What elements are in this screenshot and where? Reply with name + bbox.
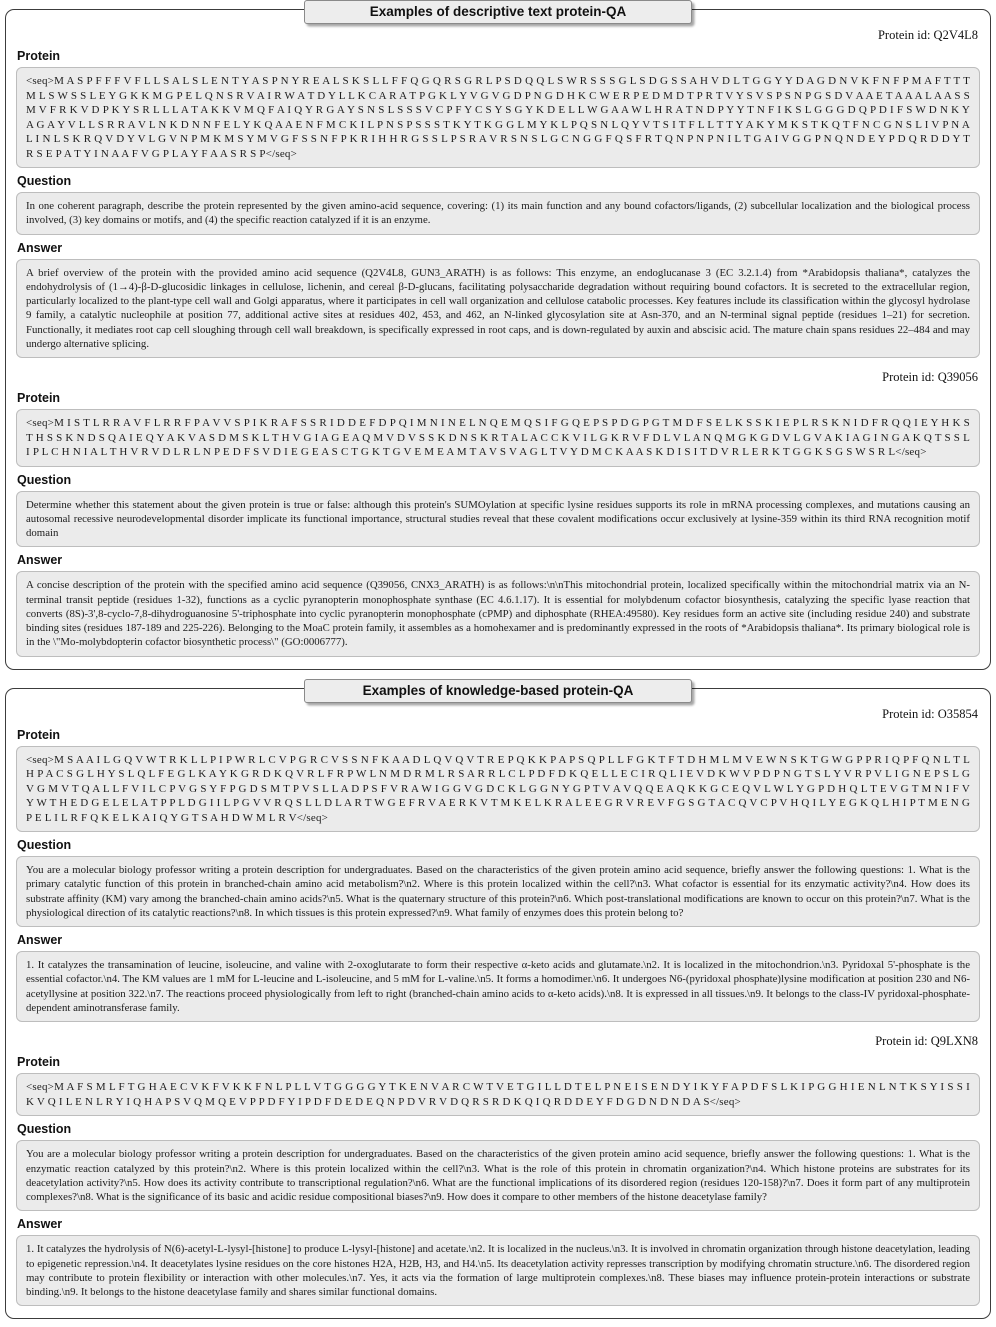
panel-title-prefix: Examples of: [369, 4, 453, 19]
section-header-protein: Protein: [17, 49, 61, 63]
section-header-question: Question: [17, 838, 72, 853]
question-box: Determine whether this statement about the given protein is true or false: although this protein's SUMOylation at specific lysine residues supports its role in mRNA processing complexes, and mutations causing an autosomal recessive neurodevelopmental disorder implicate its functional importance, structural studies reveal that these covalent modifications occur exclusively at lysine-359 within its third RNA recognition motif domain: [16, 491, 980, 548]
protein-id: [18, 28, 978, 43]
section-header-answer: Answer: [17, 1217, 63, 1232]
section-header-question: Question: [17, 472, 72, 487]
answer-box: A brief overview of the protein with the provided amino acid sequence (Q2V4L8, GUN3_ARATH) is as follows: This enzyme, an endoglucanase 3 (EC 3.2.1.4) from *Arabidopsis thaliana*, catalyzes the endohydrolysis of (1→4)-β-D-glucosidic linkages in cellulose, lichenin, and cereal β-D-glucans, facilitating polysaccharide degradation without requiring bound cofactors. It is secreted to the extracellular region, particularly localized to the plant-type cell wall and Golgi apparatus, where it participates in cell wall organization and cellulose catabolic processes. Key features include its classification within the glycosyl hydrolase 9 family, a catalytic nucleophile at position 77, additional active sites at residues 402, 453, and 462, an N-linked glycosylation site at Asn-370, and an N-terminal signal peptide (residues 1–21) for secretion. Functionally, it mediates root cap cell sloughing through cell wall breakdown, is specifically expressed in root caps, and is down-regulated by auxin and abscisic acid. The mature chain spans residues 22–484 and may undergo alternative splicing.: [16, 259, 980, 359]
answer-box: A concise description of the protein with the specified amino acid sequence (Q39056, CNX3_ARATH) is as follows:\n\nThis mitochondrial protein, localized specifically within the mitochondrial matrix via an N-terminal transit peptide (residues 1-32), functions as a cyclic pyranopterin monophosphate synthase (EC 4.6.1.17). It is essential for molybdenum cofactor biosynthesis, catalyzing the specific lyase reaction that converts (8S)-3',8-cyclo-7,8-dihydroguanosine 5'-triphosphate into cyclic pyranopterin monophosphate (cPMP) and diphosphate (RHEA:49580). Key residues form an active site (including residue 240) and substrate binding sites (residues 187-189 and 225-226). Belonging to the MoaC protein family, it assembles as a homohexamer and is predominantly expressed in the roots of *Arabidopsis thaliana*. Its primary biological role is in the \"Mo-molybdopterin cofactor biosynthetic process\" (GO:0006777).: [16, 571, 980, 656]
protein-sequence-box: <seq>M S A A I L G Q V W T R K L L P I P W R L C V P G R C V S S N F K A A D L Q V Q V T R E P Q K K P A P S Q P L L F G K T F T D H M L M V E W N S K T G W G P P R I Q P F Q N L T L H P A C S G L H Y S L Q L F E G L K A Y K G R D K Q V R L F R P W L N M D R M L R S A R R L C L P D F D K Q E L L E C I R Q L I E V D K W V P D P N G T S L Y V R P V L I G N E P S L G V G M V T Q A L L F V I L C P V G S Y F P G D S M T P V S L L A D P S F V R A W I G G V G D C K L G G N Y G P T V A V Q Q E A Q K K G C E Q V L W L Y G P D H Q L T E V G T M N I F V Y W T H E D G E L E L A T P P L D G I I L P G V V R Q S L L D L A R T W G E F R V A E R K V T M K E L K R A L E E G R V R E V F G S G T A C Q V C P V H Q I L Y E G K Q L H I P T M E N G P E L I L R F Q K E L K A I Q Y G T S A H D W M L R V</seq>: [16, 746, 980, 833]
protein-id-value: O35854: [937, 706, 978, 721]
section-header-answer: Answer: [17, 553, 63, 568]
section-header-protein: Protein: [17, 727, 61, 742]
panel-title-main: descriptive text protein-QA: [452, 4, 627, 19]
panel-descriptive-qa: [5, 4, 991, 670]
question-box: You are a molecular biology professor writing a protein description for undergraduates. Based on the characteristics of the given protein amino acid sequence, briefly answer the following questions: 1. What is the primary catalytic function of this protein in branched-chain amino acid metabolism?\n2. Where is this protein localized within the cell?\n3. What cofactor is essential for its enzymatic activity?\n4. How does its substrate affinity (KM) vary among the branched-chain amino acids?\n5. What is the quaternary structure of this protein?\n6. Which post-translational modifications are known to occur on this protein?\n7. What is the physiological direction of its catalytic reactions?\n8. In which tissues is this protein expressed?\n9. What family of enzymes does this protein belong to?: [16, 856, 980, 927]
protein-id-label: Protein id:: [882, 706, 935, 721]
example-o35854: [16, 707, 980, 1023]
question-box: You are a molecular biology professor writing a protein description for undergraduates. Based on the characteristics of the given protein amino acid sequence, briefly answer the following questions: 1. What is the enzymatic reaction catalyzed by this protein?\n2. Where is this protein localized within the cell?\n3. What is the role of this protein in chromatin organization?\n4. Which histone proteins are substrates for its deacetylation activity?\n5. How does its activity contribute to transcriptional regulation?\n6. What are the functional implications of its disordered region (residues 120-158)?\n7. Does it form part of any multiprotein complexes?\n8. What is the significance of its basic and acidic residue compositional biases?\n9. How does it compare to other members of the histone deacetylase family?: [16, 1140, 980, 1211]
protein-sequence-box: <seq>M A S P F F F V F L L S A L S L E N T Y A S P N Y R E A L S K S L L F F Q G Q R S G R L P S D Q Q L S W R S S S G L S D G S S A H V D L T G G Y Y D A G D N V K F N F P M A F T T T M L S W S S L E Y G K K M G P E L Q N S R V A I R W A T D Y L L K C A R A T P G K L Y V G V G D P N G D H K C W E R P E D M D T P R T V Y S V S P S N P G S D V A A E T A A A L A A S S M V F R K V D P K Y S R L L L A T A K K V M Q F A I Q Y R G A Y S N S L S S S V C P F Y C S Y S G Y K D E L L W G A A W L H R A T N D P Y Y T N F I K S L G G G D Q P D I F S W D N K Y A G A Y V L L S R R A V L N K D N N F E L Y K Q A A E N F M C K I L P N S P S S S T K Y T K G G L M Y K L P Q S N L Q Y V T S I T F L L T T Y A K Y M K S T K Q T F N C G N S L I V P N A L I N L S K R Q V D Y V L G V N P M K M S Y M V G F S S N F P K R I H H R G S S L P S R A V R S N S L G C N G G F Q S F R T Q N P N P N I L T G A I V G G P N Q N D E Y P D Q R D D Y T R S E P A T Y I N A A F V G P L A Y F A A S R S P</seq>: [16, 67, 980, 168]
section-header-answer: Answer: [17, 240, 63, 255]
answer-box: 1. It catalyzes the hydrolysis of N(6)-acetyl-L-lysyl-[histone] to produce L-lysyl-[histone] and acetate.\n2. It is localized in the nucleus.\n3. It is involved in chromatin organization through histone deacetylation, leading to epigenetic repression.\n4. It deacetylates lysine residues on the core histones H2A, H2B, H3, and H4.\n5. Its deacetylation activity represses transcription by modifying chromatin structure.\n6. The disordered region may contribute to protein flexibility or interaction with other molecules.\n7. Yes, it acts via the formation of large multiprotein complexes.\n8. These biases may influence protein-protein interactions or substrate binding.\n9. It belongs to the histone deacetylase family and shares similar functional domains.: [16, 1235, 980, 1306]
figure-page: [0, 4, 996, 1327]
panel-title-main: knowledge-based protein-QA: [445, 682, 634, 698]
protein-id-value: Q39056: [937, 370, 978, 385]
section-header-question: Question: [17, 174, 72, 189]
question-box: In one coherent paragraph, describe the protein represented by the given amino-acid sequence, covering: (1) its main function and any bound cofactors/ligands, (2) subcellular localization and the biological process involved, (3) key domains or motifs, and (4) the specific reaction catalyzed if it is an enzyme.: [16, 192, 980, 235]
panel-title-prefix: Examples of: [362, 682, 446, 698]
protein-id-label: Protein id:: [875, 1034, 928, 1049]
panel-knowledge-qa: [5, 682, 991, 1320]
protein-id-value: Q2V4L8: [933, 28, 978, 42]
section-header-protein: Protein: [17, 1055, 61, 1070]
protein-sequence-box: <seq>M I S T L R R A V F L R R F P A V V S P I K R A F S S R I D D E F D P Q I M N I N E L N Q E M Q S I F G Q E P S P D G P G T M D F S E L K S S K I E P L R S K N I D F R Q Q I E Y H K S T H S S K N D S Q A I E Q Y A K V A S D M S K L T H V G I A G E A Q M V D V S S K D N S K R T A L A C C K V I L G K R V F D L V L A N Q M G K G D V L G V A K I A G I N G A K Q T S S L I P L C H N I A L T H V R V D L R L N P E D F S V D I E G E A S C T G K T G V E M E A M T A V S V A G L T V Y D M C K A A S K D I S I T D V R L E R K T G G K S G S W S R L</seq>: [16, 409, 980, 467]
protein-id-value: Q9LXN8: [930, 1034, 978, 1049]
protein-id-label: Protein id:: [882, 370, 935, 385]
protein-id: [18, 370, 978, 385]
panel-title-banner: [304, 0, 692, 24]
example-q9lxn8: [16, 1034, 980, 1306]
answer-box: 1. It catalyzes the transamination of leucine, isoleucine, and valine with 2-oxoglutarate to form their respective α-keto acids and glutamate.\n2. It is localized in the mitochondrion.\n3. Pyridoxal 5'-phosphate is the essential cofactor.\n4. The KM values are 1 mM for L-leucine and L-isoleucine, and 5 mM for L-valine.\n5. It forms a homodimer.\n6. It undergoes N6-(pyridoxal phosphate)lysine modification at position 230 and N6-acetyllysine at position 322.\n7. The reactions proceed physiologically from left to right (branched-chain amino acids to α-keto acids).\n8. It is expressed in all tissues.\n9. It belongs to the class-IV pyridoxal-phosphate-dependent aminotransferase family.: [16, 951, 980, 1022]
example-q2v4l8: [16, 28, 980, 358]
section-header-protein: Protein: [17, 391, 61, 406]
panel-title-banner: [304, 679, 692, 703]
protein-id: [18, 1034, 978, 1049]
section-header-question: Question: [17, 1122, 72, 1137]
example-q39056: [16, 370, 980, 657]
section-header-answer: Answer: [17, 933, 63, 948]
protein-id-label: Protein id:: [877, 28, 931, 42]
protein-sequence-box: <seq>M A F S M L F T G H A E C V K F V K K F N L P L L V T G G G G Y T K E N V A R C W T V E T G I L L D T E L P N E I S E N D Y I K Y F A P D F S L K I P G G H I E N L N T K S Y I S S I K V Q I L E N L R Y I Q H A P S V Q M Q E V P P D F Y I P D F D E D E Q N P D V R V D Q R S R D K Q I Q R D D E Y F D G D N D N D A S</seq>: [16, 1073, 980, 1116]
protein-id: [18, 707, 978, 722]
